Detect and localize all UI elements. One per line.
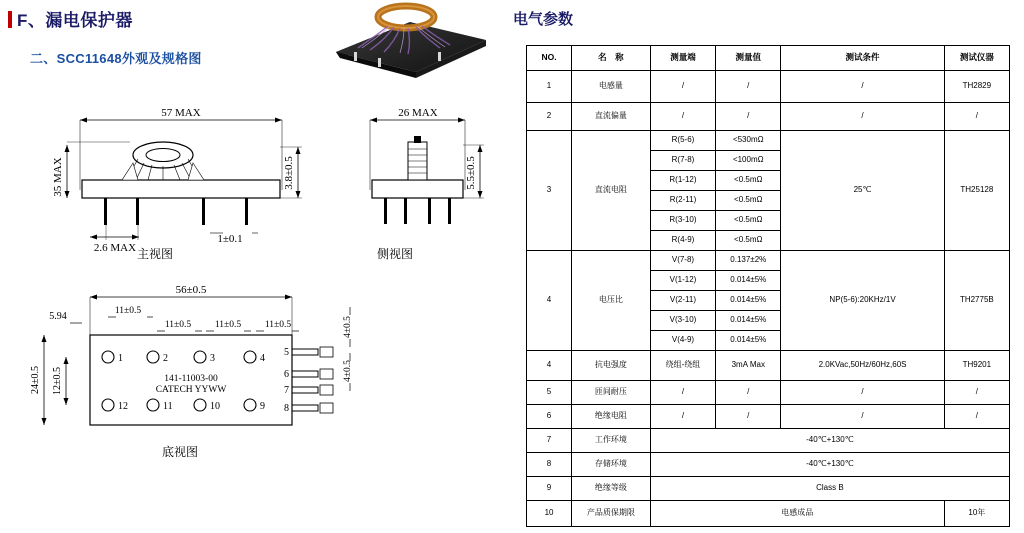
table-row <box>527 429 1010 453</box>
cell-value: / <box>716 381 781 405</box>
header-end: 测量端 <box>650 46 715 71</box>
cell-value: 0.014±5% <box>716 311 781 331</box>
bottom-right2-dim: 4±0.5 <box>343 360 353 382</box>
cell-name: 存储环境 <box>572 453 651 477</box>
product-photo <box>318 0 493 78</box>
cell-name: 抗电强度 <box>572 351 651 381</box>
cell-no: 5 <box>527 381 572 405</box>
side-height-dim: 5.5±0.5 <box>465 156 477 190</box>
front-height-dim: 35 MAX <box>52 157 64 197</box>
cell-end: 绕组-绕组 <box>650 351 715 381</box>
front-height2-dim: 3.8±0.5 <box>283 156 295 190</box>
electrical-params-title: 电气参数 <box>513 11 574 28</box>
table-row <box>527 381 1010 405</box>
cell-value: / <box>716 405 781 429</box>
cell-inst: TH2829 <box>944 71 1009 103</box>
bottom-pitch2-dim: 11±0.5 <box>164 320 192 330</box>
cell-no: 2 <box>527 103 572 131</box>
cell-no: 6 <box>527 405 572 429</box>
cell-end: R(5-6) <box>650 131 715 151</box>
cell-value: 0.137±2% <box>716 251 781 271</box>
cell-name: 匝间耐压 <box>572 381 651 405</box>
right-column <box>508 0 1024 533</box>
bottom-pin-12: 12 <box>118 401 128 412</box>
cell-end: / <box>650 405 715 429</box>
cell-value: <0.5mΩ <box>716 191 781 211</box>
front-view-drawing <box>30 85 330 270</box>
front-width-dim: 57 MAX <box>161 107 201 119</box>
bottom-pin-3: 3 <box>210 353 215 364</box>
header-value: 测量值 <box>716 46 781 71</box>
cell-end: V(3-10) <box>650 311 715 331</box>
cell-no: 9 <box>527 477 572 501</box>
bottom-pitch3-dim: 11±0.5 <box>214 320 242 330</box>
cell-inst: TH2775B <box>944 251 1009 351</box>
cell-value: <0.5mΩ <box>716 211 781 231</box>
header-name: 名 称 <box>572 46 651 71</box>
header-inst: 测试仪器 <box>944 46 1009 71</box>
cell-cond: NP(5-6):20KHz/1V <box>781 251 944 351</box>
cell-name: 绝缘电阻 <box>572 405 651 429</box>
table-row <box>527 453 1010 477</box>
electrical-params-table <box>526 45 1010 527</box>
cell-inst: / <box>944 103 1009 131</box>
bottom-view-drawing <box>20 275 365 450</box>
bottom-height-dim: 24±0.5 <box>30 366 41 394</box>
front-pin2-dim: 1±0.1 <box>217 233 243 245</box>
cell-span: 电感成品 <box>650 501 944 527</box>
bottom-pin-5: 5 <box>284 347 289 358</box>
cell-span: -40℃+130℃ <box>650 429 1009 453</box>
cell-name: 绝缘等级 <box>572 477 651 501</box>
cell-inst: 10年 <box>944 501 1009 527</box>
table-row <box>527 351 1010 381</box>
bottom-right1-dim: 4±0.5 <box>343 316 353 338</box>
cell-span: Class B <box>650 477 1009 501</box>
cell-no: 8 <box>527 453 572 477</box>
cell-no: 4 <box>527 251 572 351</box>
cell-no: 1 <box>527 71 572 103</box>
cell-no: 3 <box>527 131 572 251</box>
bottom-pin-1: 1 <box>118 353 123 364</box>
section-subtitle: 二、SCC11648外观及规格图 <box>30 51 202 66</box>
cell-end: V(7-8) <box>650 251 715 271</box>
bottom-pitch4-dim: 11±0.5 <box>264 320 292 330</box>
cell-value: 3mA Max <box>716 351 781 381</box>
cell-end: R(1-12) <box>650 171 715 191</box>
bottom-height2-dim: 12±0.5 <box>52 367 63 395</box>
cell-value: 0.014±5% <box>716 331 781 351</box>
cell-end: V(4-9) <box>650 331 715 351</box>
cell-cond: 2.0KVac,50Hz/60Hz,60S <box>781 351 944 381</box>
title-accent-bar <box>8 11 12 28</box>
cell-value: <0.5mΩ <box>716 231 781 251</box>
cell-no: 7 <box>527 429 572 453</box>
cell-end: / <box>650 381 715 405</box>
table-header-row <box>527 46 1010 71</box>
cell-cond: / <box>781 71 944 103</box>
cell-inst: TH9201 <box>944 351 1009 381</box>
cell-name: 产品质保期限 <box>572 501 651 527</box>
cell-end: / <box>650 103 715 131</box>
page-title: F、漏电保护器 <box>8 6 133 31</box>
table-row <box>527 405 1010 429</box>
cell-name: 直流偏量 <box>572 103 651 131</box>
table-row <box>527 251 1010 271</box>
cell-no: 4 <box>527 351 572 381</box>
table-row <box>527 501 1010 527</box>
cell-cond: / <box>781 381 944 405</box>
cell-value: / <box>716 71 781 103</box>
cell-name: 工作环境 <box>572 429 651 453</box>
bottom-pin-6: 6 <box>284 369 289 380</box>
side-view-caption: 侧视图 <box>376 247 413 261</box>
side-width-dim: 26 MAX <box>398 107 438 119</box>
cell-value: <100mΩ <box>716 151 781 171</box>
cell-end: R(2-11) <box>650 191 715 211</box>
table-row <box>527 131 1010 151</box>
header-no: NO. <box>527 46 572 71</box>
cell-name: 电感量 <box>572 71 651 103</box>
cell-inst: / <box>944 405 1009 429</box>
front-view-caption: 主视图 <box>136 247 173 261</box>
cell-end: R(4-9) <box>650 231 715 251</box>
bottom-pin-9: 9 <box>260 401 265 412</box>
front-pin-dim: 2.6 MAX <box>93 242 137 254</box>
cell-end: / <box>650 71 715 103</box>
cell-value: / <box>716 103 781 131</box>
cell-span: -40℃+130℃ <box>650 453 1009 477</box>
bottom-pin-8: 8 <box>284 403 289 414</box>
bottom-pitch1-dim: 11±0.5 <box>114 306 142 316</box>
bottom-part-label: 141-11003-00 <box>164 374 218 384</box>
cell-no: 10 <box>527 501 572 527</box>
bottom-view-caption: 底视图 <box>161 445 198 459</box>
cell-end: R(7-8) <box>650 151 715 171</box>
cell-inst: / <box>944 381 1009 405</box>
cell-cond: 25℃ <box>781 131 944 251</box>
cell-value: 0.014±5% <box>716 291 781 311</box>
bottom-width-dim: 56±0.5 <box>175 284 207 296</box>
table-row <box>527 477 1010 501</box>
cell-end: R(3-10) <box>650 211 715 231</box>
bottom-pin-7: 7 <box>284 385 289 396</box>
side-view-drawing <box>340 95 500 260</box>
table-row <box>527 103 1010 131</box>
cell-value: <0.5mΩ <box>716 171 781 191</box>
cell-end: V(2-11) <box>650 291 715 311</box>
cell-cond: / <box>781 103 944 131</box>
cell-value: 0.014±5% <box>716 271 781 291</box>
bottom-pin-11: 11 <box>163 401 173 412</box>
cell-name: 直流电阻 <box>572 131 651 251</box>
bottom-left-dim: 5.94 <box>49 311 67 322</box>
table-row <box>527 71 1010 103</box>
cell-cond: / <box>781 405 944 429</box>
left-column <box>0 0 505 533</box>
header-cond: 测试条件 <box>781 46 944 71</box>
cell-inst: TH25128 <box>944 131 1009 251</box>
bottom-pin-2: 2 <box>163 353 168 364</box>
cell-end: V(1-12) <box>650 271 715 291</box>
bottom-pin-4: 4 <box>260 353 265 364</box>
cell-name: 电压比 <box>572 251 651 351</box>
cell-value: <530mΩ <box>716 131 781 151</box>
bottom-pin-10: 10 <box>210 401 220 412</box>
bottom-code-label: CATECH YYWW <box>155 385 227 395</box>
